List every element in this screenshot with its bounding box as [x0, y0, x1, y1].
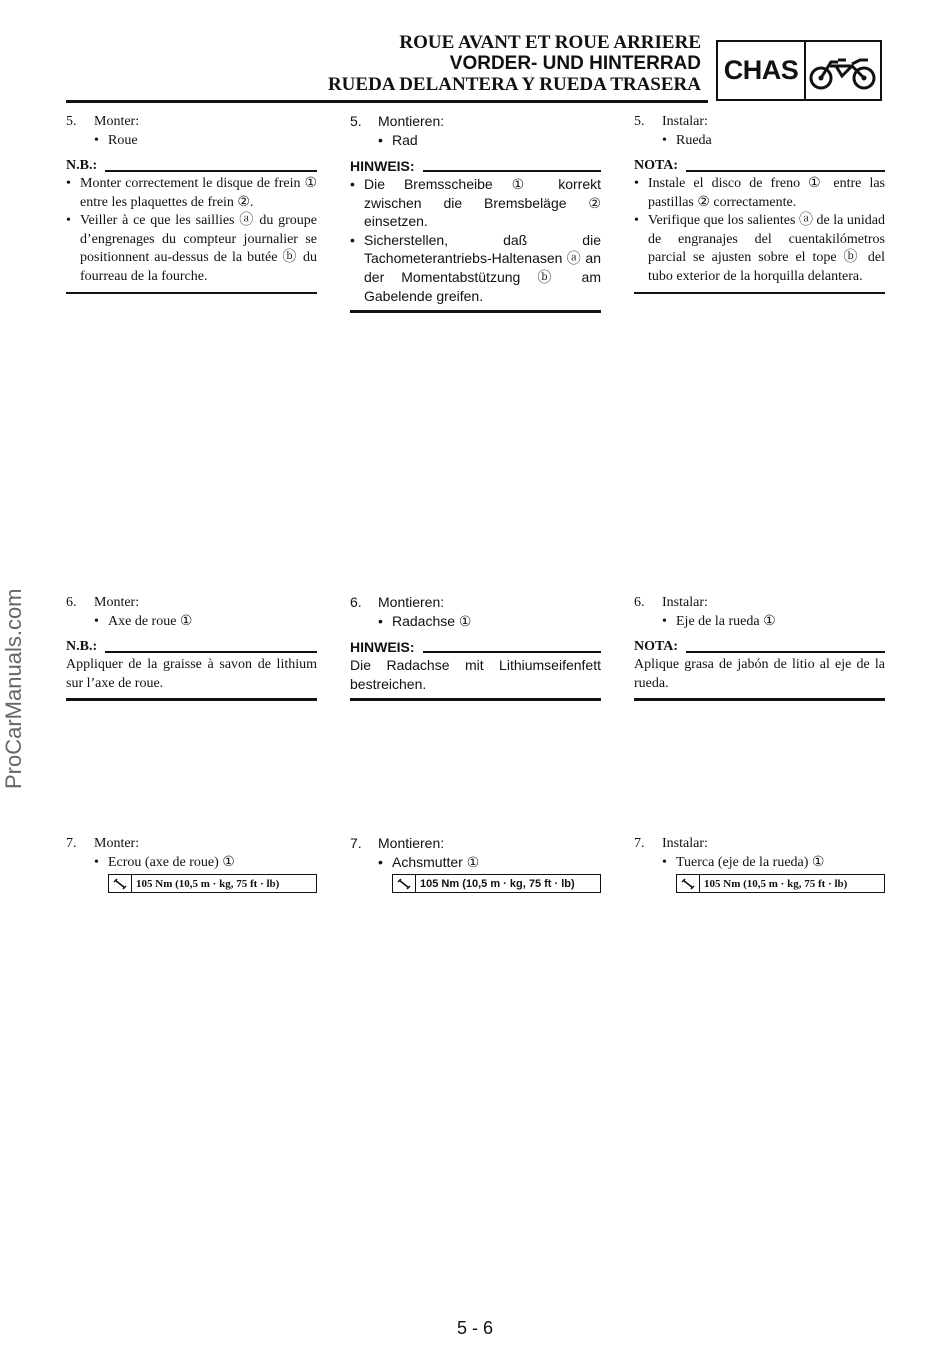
note-body: • Die Bremsscheibe ① korrekt zwischen die Bremsbeläge ② einsetzen. • Sicherstellen, daß die Tachometerantriebs-Haltenasen ⓐ an der Momentabstützung ⓑ am Gabelende greifen. [350, 176, 601, 304]
title-spanish: RUEDA DELANTERA Y RUEDA TRASERA [327, 74, 701, 95]
note-label: HINWEIS: [350, 158, 415, 174]
note-label: NOTA: [634, 158, 679, 173]
note-body: Appliquer de la graisse à savon de lithium sur l’axe de roue. [66, 657, 317, 691]
header-rule [66, 100, 708, 103]
fr-step-5: 5. Monter: • Roue N.B.: • Monter correctement le disque de frein ① entre les plaquettes de frein ②. • Veiller à ce que les saillies ⓐ du groupe d’engrenages du compteur journalier se positionnent au-dessus de la butée ⓑ du fourreau de la fourche. [66, 112, 317, 294]
step-number: 6. [634, 595, 645, 610]
note-end-rule [350, 698, 601, 701]
note-label: HINWEIS: [350, 639, 415, 655]
section-label: CHAS [718, 42, 806, 99]
page-header-titles [328, 32, 701, 95]
note-item: Monter correctement le disque de frein ① entre les plaquettes de frein ②. [80, 176, 317, 210]
note-end-rule [634, 292, 885, 295]
page-number: 5 - 6 [456, 1318, 494, 1338]
note-item: Veiller à ce que les saillies ⓐ du groupe d’engrenages du compteur journalier se positionnent au-dessus de la butée ⓑ du fourreau de la fourche. [80, 213, 317, 284]
note-body: Aplique grasa de jabón de litio al eje de la rueda. [634, 657, 885, 691]
torque-value: 105 Nm (10,5 m · kg, 75 ft · lb) [420, 877, 575, 890]
note-end-rule [350, 310, 601, 313]
note-body: • Monter correctement le disque de frein ① entre les plaquettes de frein ②. • Veiller à ce que les saillies ⓐ du groupe d’engrenages du compteur journalier se positionnent au-dessus de la butée ⓑ du fourreau de la fourche. [66, 175, 317, 287]
note-body: Die Radachse mit Lithiumseifenfett bestreichen. [350, 657, 601, 692]
step-item: Rueda [676, 133, 712, 148]
step-item: Eje de la rueda ① [676, 614, 776, 629]
step-number: 7. [634, 836, 645, 851]
note-item: Die Bremsscheibe ① korrekt zwischen die Bremsbeläge ② einsetzen. [364, 176, 601, 230]
es-step-6: 6. Instalar: • Eje de la rueda ① NOTA: Aplique grasa de jabón de litio al eje de la rueda. [634, 593, 885, 701]
note-end-rule [66, 292, 317, 295]
step-item: Tuerca (eje de la rueda) ① [676, 855, 825, 870]
step-action: Instalar: [662, 836, 708, 851]
step-action: Montieren: [378, 835, 445, 851]
step-action: Montieren: [378, 594, 445, 610]
es-step-7: 7. Instalar: • Tuerca (eje de la rueda) ① 105 Nm (10,5 m · kg, 75 ft · lb) [634, 834, 885, 893]
step-action: Instalar: [662, 114, 708, 129]
step-number: 5. [350, 113, 362, 129]
step-action: Monter: [94, 114, 140, 129]
torque-value: 105 Nm (10,5 m · kg, 75 ft · lb) [704, 877, 848, 890]
torque-wrench-icon [677, 875, 700, 892]
step-number: 7. [350, 835, 362, 851]
step-number: 7. [66, 836, 77, 851]
torque-spec [392, 874, 601, 893]
title-german: VORDER- UND HINTERRAD [449, 53, 701, 74]
torque-wrench-icon [393, 875, 416, 892]
step-item: Roue [108, 133, 138, 148]
de-step-7: 7. Montieren: • Achsmutter ① 105 Nm (10,5 m · kg, 75 ft · lb) [350, 834, 601, 893]
note-item: Instale el disco de freno ① entre las pastillas ② correctamente. [648, 176, 885, 210]
de-step-6: 6. Montieren: • Radachse ① HINWEIS: Die Radachse mit Lithiumseifenfett bestreichen. [350, 593, 601, 701]
es-step-5: 5. Instalar: • Rueda NOTA: • Instale el disco de freno ① entre las pastillas ② correctamente. • Verifique que los salientes ⓐ de la unidad de engranajes del cuentakilómetros parcial se ajusten sobre el tope ⓑ del tubo exterior de la horquilla delantera. [634, 112, 885, 294]
title-french: ROUE AVANT ET ROUE ARRIERE [399, 32, 701, 53]
torque-spec [676, 874, 885, 893]
note-label: NOTA: [634, 639, 679, 654]
step-item: Radachse ① [392, 613, 472, 629]
torque-spec [108, 874, 317, 893]
step-action: Montieren: [378, 113, 445, 129]
note-item: Sicherstellen, daß die Tachometerantriebs-Haltenasen ⓐ an der Momentabstützung ⓑ am Gabelende greifen. [364, 231, 601, 304]
note-label: N.B.: [66, 158, 98, 173]
step-item: Rad [392, 132, 418, 148]
step-number: 6. [66, 595, 77, 610]
step-number: 5. [634, 114, 645, 129]
step-action: Monter: [94, 595, 140, 610]
step-number: 5. [66, 114, 77, 129]
note-item: Verifique que los salientes ⓐ de la unidad de engranajes del cuentakilómetros parcial se ajusten sobre el tope ⓑ del tubo exterior de la horquilla delantera. [648, 213, 885, 284]
step-number: 6. [350, 594, 362, 610]
note-end-rule [66, 698, 317, 701]
section-badge [716, 40, 882, 101]
step-item: Ecrou (axe de roue) ① [108, 855, 235, 870]
fr-step-6: 6. Monter: • Axe de roue ① N.B.: Appliquer de la graisse à savon de lithium sur l’axe de roue. [66, 593, 317, 701]
note-end-rule [634, 698, 885, 701]
step-item: Axe de roue ① [108, 614, 193, 629]
motorcycle-icon [806, 42, 880, 99]
de-step-5: 5. Montieren: • Rad HINWEIS: • Die Bremsscheibe ① korrekt zwischen die Bremsbeläge ② einsetzen. • Sicherstellen, daß die Tachometerantriebs-Haltenasen ⓐ an der Momentabstützung ⓑ am Gabelende greifen. [350, 112, 601, 313]
torque-value: 105 Nm (10,5 m · kg, 75 ft · lb) [136, 877, 280, 890]
note-label: N.B.: [66, 639, 98, 654]
step-action: Monter: [94, 836, 140, 851]
note-body: • Instale el disco de freno ① entre las pastillas ② correctamente. • Verifique que los salientes ⓐ de la unidad de engranajes del cuentakilómetros parcial se ajusten sobre el tope ⓑ del tubo exterior de la horquilla delantera. [634, 175, 885, 287]
step-item: Achsmutter ① [392, 854, 480, 870]
fr-step-7: 7. Monter: • Ecrou (axe de roue) ① 105 Nm (10,5 m · kg, 75 ft · lb) [66, 834, 317, 893]
step-action: Instalar: [662, 595, 708, 610]
torque-wrench-icon [109, 875, 132, 892]
watermark: ProCarManuals.com [1, 588, 26, 789]
